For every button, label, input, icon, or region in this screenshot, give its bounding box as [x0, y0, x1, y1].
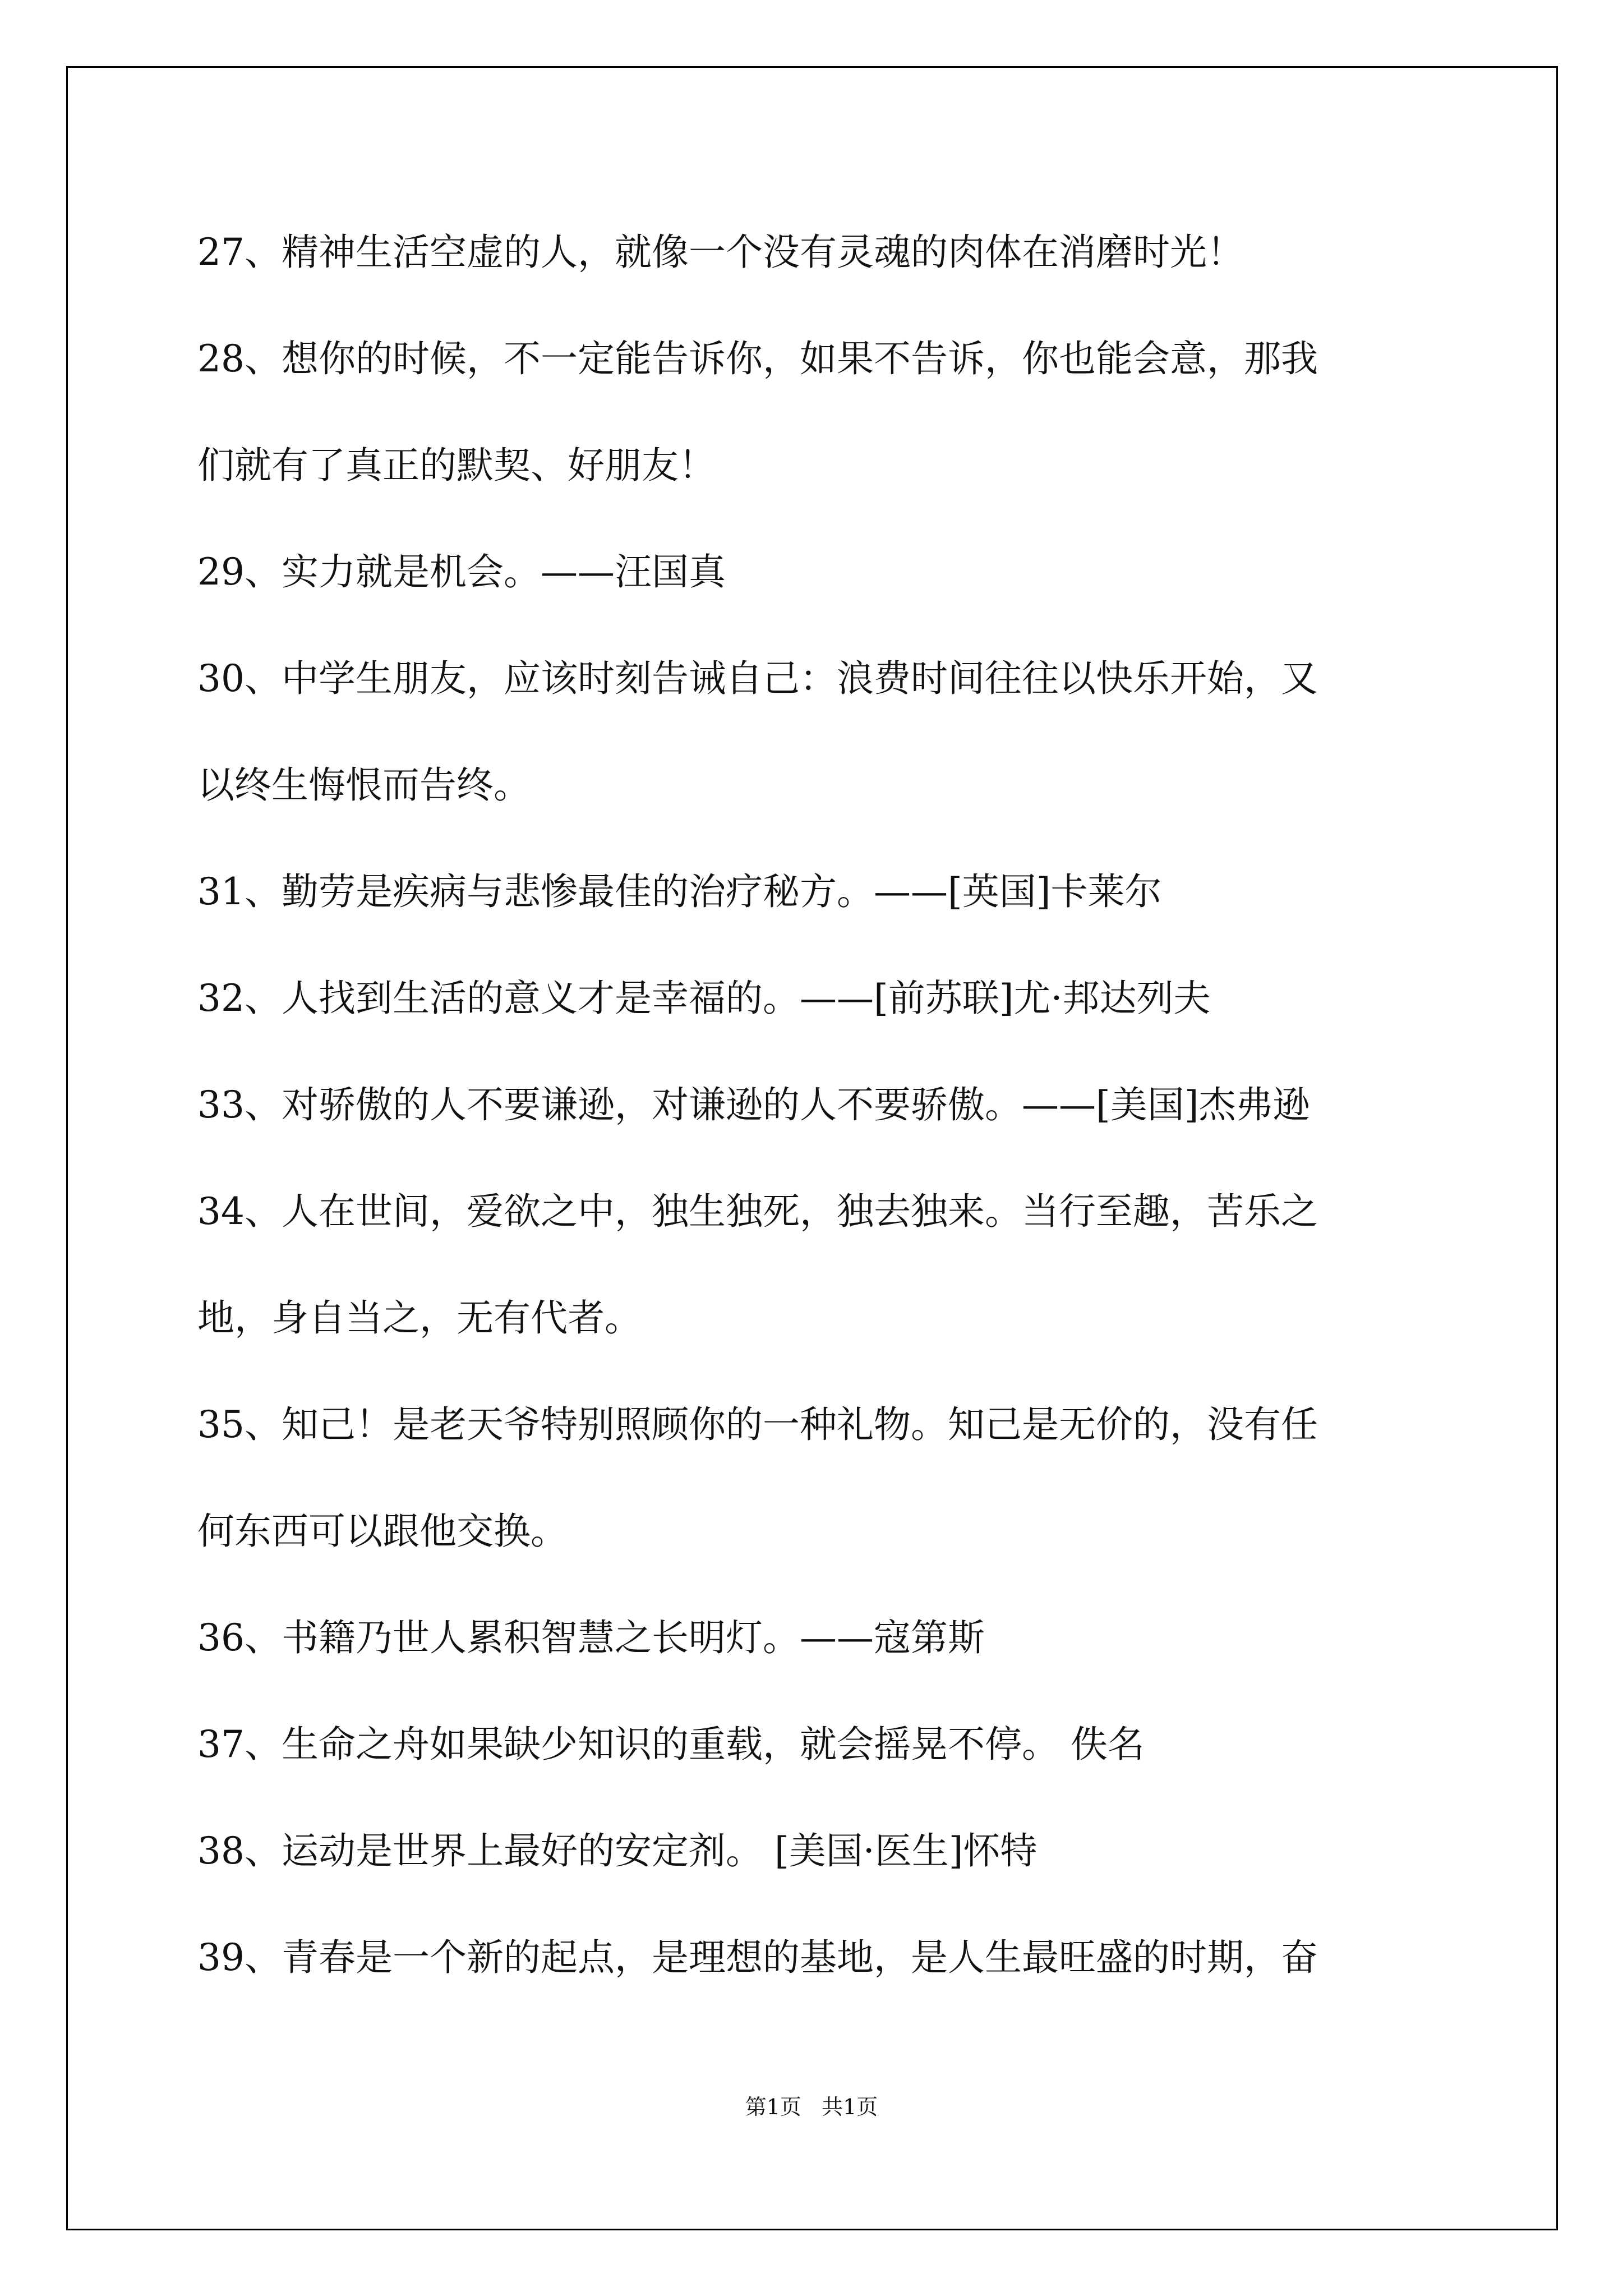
text-line: 28、想你的时候，不一定能告诉你，如果不告诉，你也能会意，那我 — [197, 337, 1318, 380]
text-line: 39、青春是一个新的起点，是理想的基地，是人生最旺盛的时期，奋 — [197, 1936, 1318, 1979]
text-line: 33、对骄傲的人不要谦逊，对谦逊的人不要骄傲。——[美国]杰弗逊 — [197, 1083, 1310, 1126]
text-line: 以终生悔恨而告终。 — [197, 763, 531, 807]
text-line: 32、人找到生活的意义才是幸福的。——[前苏联]尤·邦达列夫 — [197, 977, 1211, 1020]
text-line: 何东西可以跟他交换。 — [197, 1510, 568, 1553]
text-line: 34、人在世间，爱欲之中，独生独死，独去独来。当行至趣，苦乐之 — [197, 1190, 1318, 1233]
text-line: 30、中学生朋友，应该时刻告诫自己：浪费时间往往以快乐开始，又 — [197, 657, 1318, 700]
text-line: 35、知己！是老天爷特别照顾你的一种礼物。知己是无价的，没有任 — [197, 1403, 1318, 1446]
text-line: 37、生命之舟如果缺少知识的重载，就会摇晃不停。 佚名 — [197, 1723, 1145, 1766]
page-footer: 第1页 共1页 — [745, 2095, 878, 2119]
text-line: 们就有了真正的默契、好朋友！ — [197, 444, 716, 487]
text-line: 地，身自当之，无有代者。 — [197, 1296, 642, 1340]
text-line: 29、实力就是机会。——汪国真 — [197, 550, 726, 593]
text-line: 27、精神生活空虚的人，就像一个没有灵魂的肉体在消磨时光！ — [197, 231, 1244, 274]
text-line: 31、勤劳是疾病与悲惨最佳的治疗秘方。——[英国]卡莱尔 — [197, 870, 1162, 913]
text-line: 38、运动是世界上最好的安定剂。 [美国·医生]怀特 — [197, 1829, 1038, 1872]
text-line: 36、书籍乃世人累积智慧之长明灯。——寇第斯 — [197, 1616, 985, 1659]
page-border — [66, 66, 1558, 2230]
